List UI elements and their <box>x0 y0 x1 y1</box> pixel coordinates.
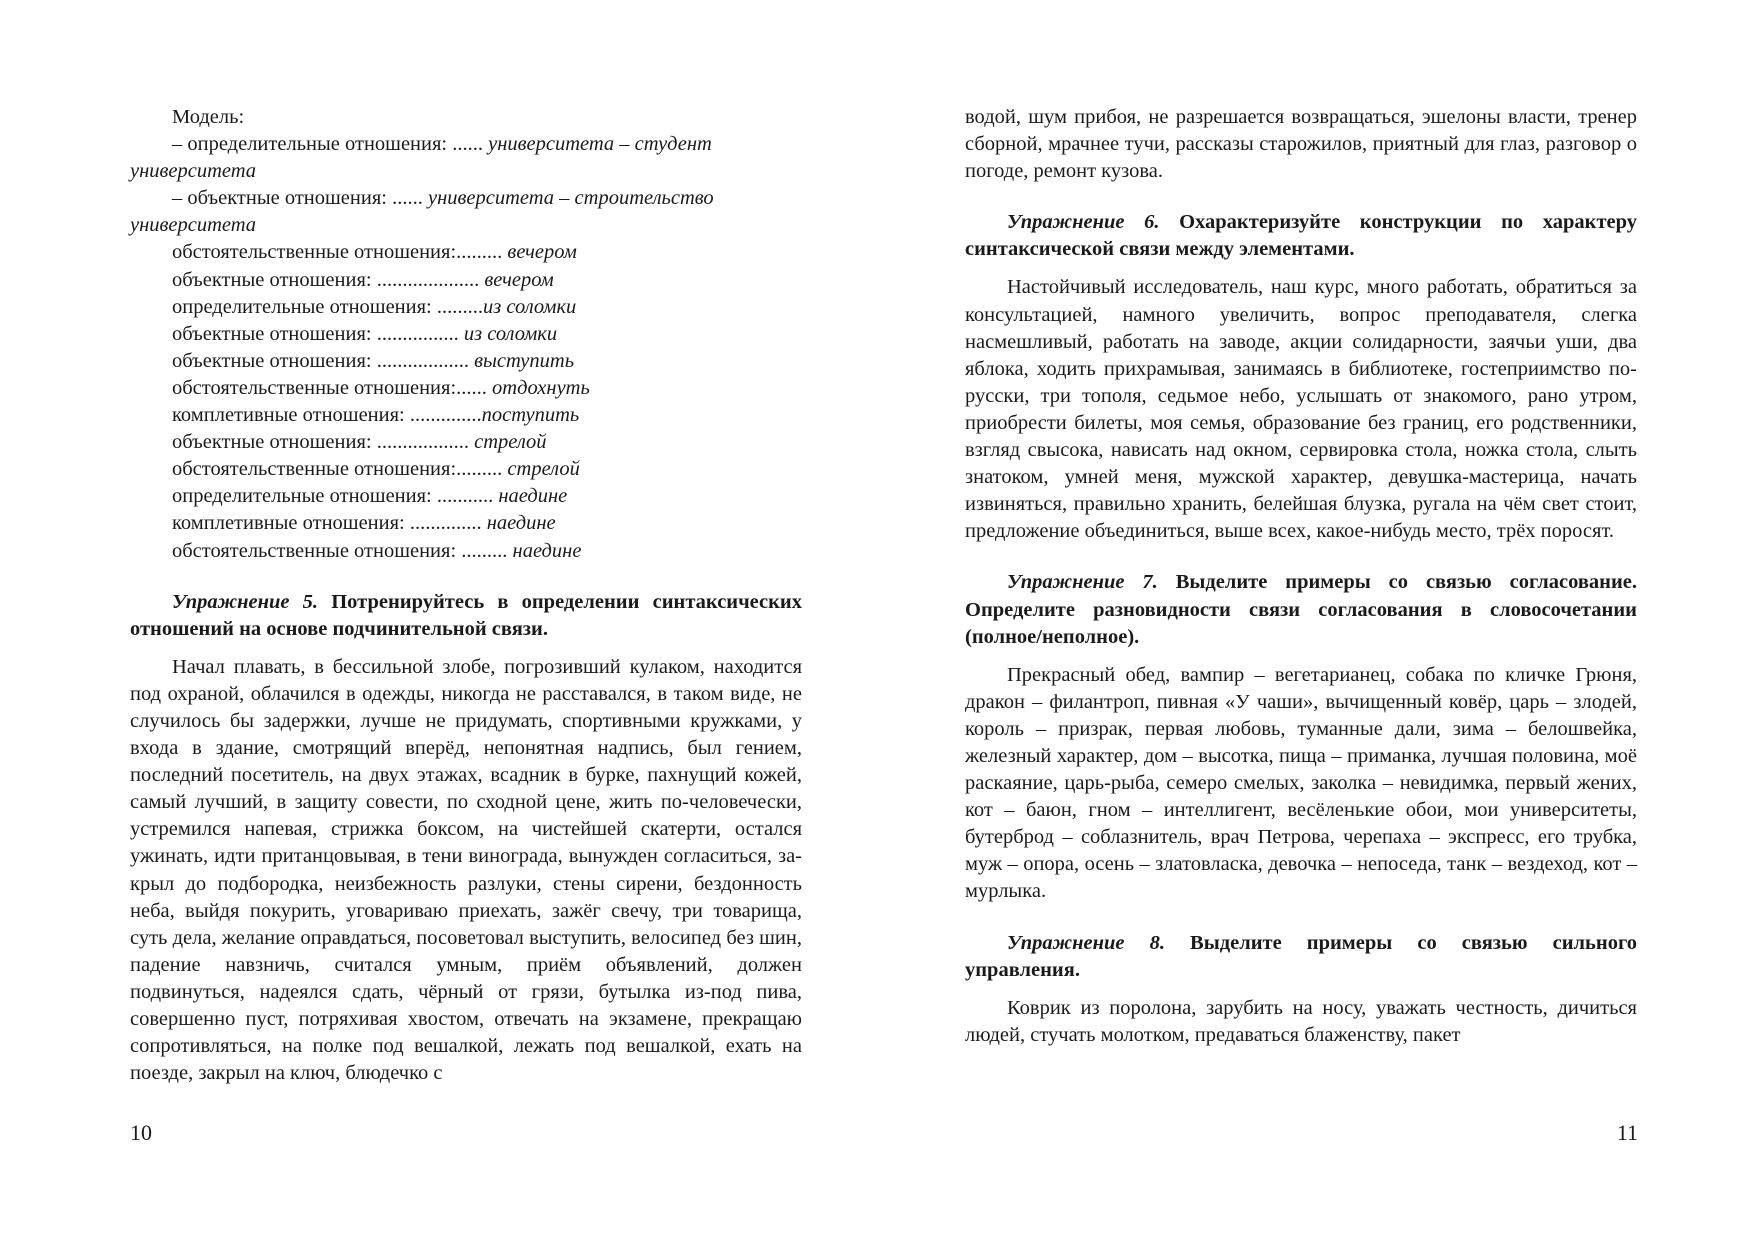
right-column <box>965 104 1637 1049</box>
exercise-7-text: Прекрасный обед, вампир – вегетарианец, собака по кличке Грюня, дракон – филантроп, пивная «У чаши», вычищенный ковёр, царь – злодей, король – призрак, первая любовь, туманные дали, зима – белошвейка, железный характер, дом – высотка, пища – приманка, лучшая половина, моё раскаяние, царь-рыба, семеро смелых, заколка – невидимка, первый жених, кот – баюн, гном – интеллигент, весёленькие обои, мои университеты, бутерброд – соблазнитель, врач Петрова, черепаха – экспресс, его трубка, муж – опора, осень – златовласка, девочка – непоседа, танк – вездеход, кот – мурлыка. <box>965 663 1637 903</box>
task-line: обстоятельственные отношения:...... отдохнуть <box>172 376 590 399</box>
exercise-8-text: Коврик из поролона, зарубить на носу, уважать честность, дичиться людей, стучать молотком, предаваться блаженству, пакет <box>965 996 1637 1046</box>
page-number-left: 10 <box>130 1120 152 1145</box>
exercise-8-heading: Упражнение 8. Выделите примеры со связью сильного управления. <box>965 931 1637 981</box>
task-line: объектные отношения: .................. стрелой <box>172 431 547 454</box>
model-definitional: – определительные отношения: ...... университета – студент университета <box>130 133 712 183</box>
model-heading: Модель: <box>172 106 245 128</box>
page-number-right: 11 <box>1616 1120 1638 1145</box>
exercise-7-heading: Упражнение 7. Выделите примеры со связью согласование. Определите разновидности связи согласования в словосочетании (полное/неполное). <box>965 571 1637 648</box>
task-line: определительные отношения: ........... наедине <box>172 485 568 508</box>
task-line: объектные отношения: .................... вечером <box>172 268 554 291</box>
task-line: обстоятельственные отношения:......... стрелой <box>172 458 580 481</box>
right-page <box>877 0 1755 1240</box>
left-page <box>0 0 877 1240</box>
task-line: объектные отношения: .................. выступить <box>172 349 575 372</box>
exercise-5-heading: Упражнение 5. Потренируйтесь в определении синтаксических отношений на основе подчинительной связи. <box>130 590 802 640</box>
task-line: определительные отношения: .........из соломки <box>172 295 577 318</box>
task-line: объектные отношения: ................ из соломки <box>172 322 558 345</box>
task-list <box>130 239 802 564</box>
exercise-6-text: Настойчивый исследователь, наш курс, много работать, обратиться за консультацией, намного увеличить, вопрос преподавателя, слегка насмешливый, работать на заводе, акции солидарности, заячьи уши, два яблока, ходить прихрамывая, занимаясь в библиотеке, гостеприимство по-русски, три тополя, седьмое небо, услышать от знакомого, рано утром, приобрести билеты, моя семья, образование без границ, его родственники, взгляд свысока, нависать над окном, сервировка стола, ножка стола, слыть знатоком, умней меня, мужской характер, девушка-мастерица, начать извиняться, правильно хранить, белейшая блузка, ругала на чём свет стоит, предложение объединиться, выше всех, какое-нибудь место, трёх поросят. <box>965 276 1637 543</box>
exercise-5-text: Начал плавать, в бессильной злобе, погрозивший кулаком, находится под охраной, облачился в одежды, никогда не расставался, в таком виде, не случилось бы задержки, лучше не придумать, спортивными кружками, у входа в здание, смотрящий вперёд, непонятная надпись, был гением, последний посетитель, на двух этажах, всадник в бурке, пахнущий кожей, самый лучший, в защиту совести, по сходной цене, жить по-человечески, устремился напевая, стрижка боксом, на чистейшей скатерти, остался ужинать, идти пританцовывая, в тени винограда, вынужден согласиться, закрыл до подбородка, неизбежность разлуки, стены сирени, бездонность неба, выйдя покурить, уговариваю приехать, зажёг свечу, три товарища, суть дела, желание оправдаться, посоветовал выступить, велосипед без шин, падение навзничь, считался умным, приём объявлений, должен подвинуться, надеялся сдать, чёрный от грязи, бутылка из-под пива, совершенно пуст, потряхивая хвостом, отвечать на экзамене, прекращаю сопротивляться, на полке под вешалкой, лежать под вешалкой, ехать на поезде, закрыл на ключ, блюдечко с <box>130 655 802 1085</box>
task-line: обстоятельственные отношения: ......... наедине <box>172 539 582 562</box>
model-objective: – объектные отношения: ...... университета – строительство университета <box>130 187 714 237</box>
task-line: обстоятельственные отношения:......... вечером <box>172 241 577 264</box>
task-line: комплетивные отношения: .............. наедине <box>172 512 556 535</box>
task-line: комплетивные отношения: ..............поступить <box>172 404 580 427</box>
left-column <box>130 104 802 1087</box>
continuation-text: водой, шум прибоя, не разрешается возвращаться, эшелоны власти, тренер сборной, мрачнее тучи, рассказы старожилов, приятный для глаз, разговор о погоде, ремонт кузова. <box>965 106 1637 183</box>
exercise-6-heading: Упражнение 6. Охарактеризуйте конструкции по характеру синтаксической связи между элементами. <box>965 211 1637 261</box>
